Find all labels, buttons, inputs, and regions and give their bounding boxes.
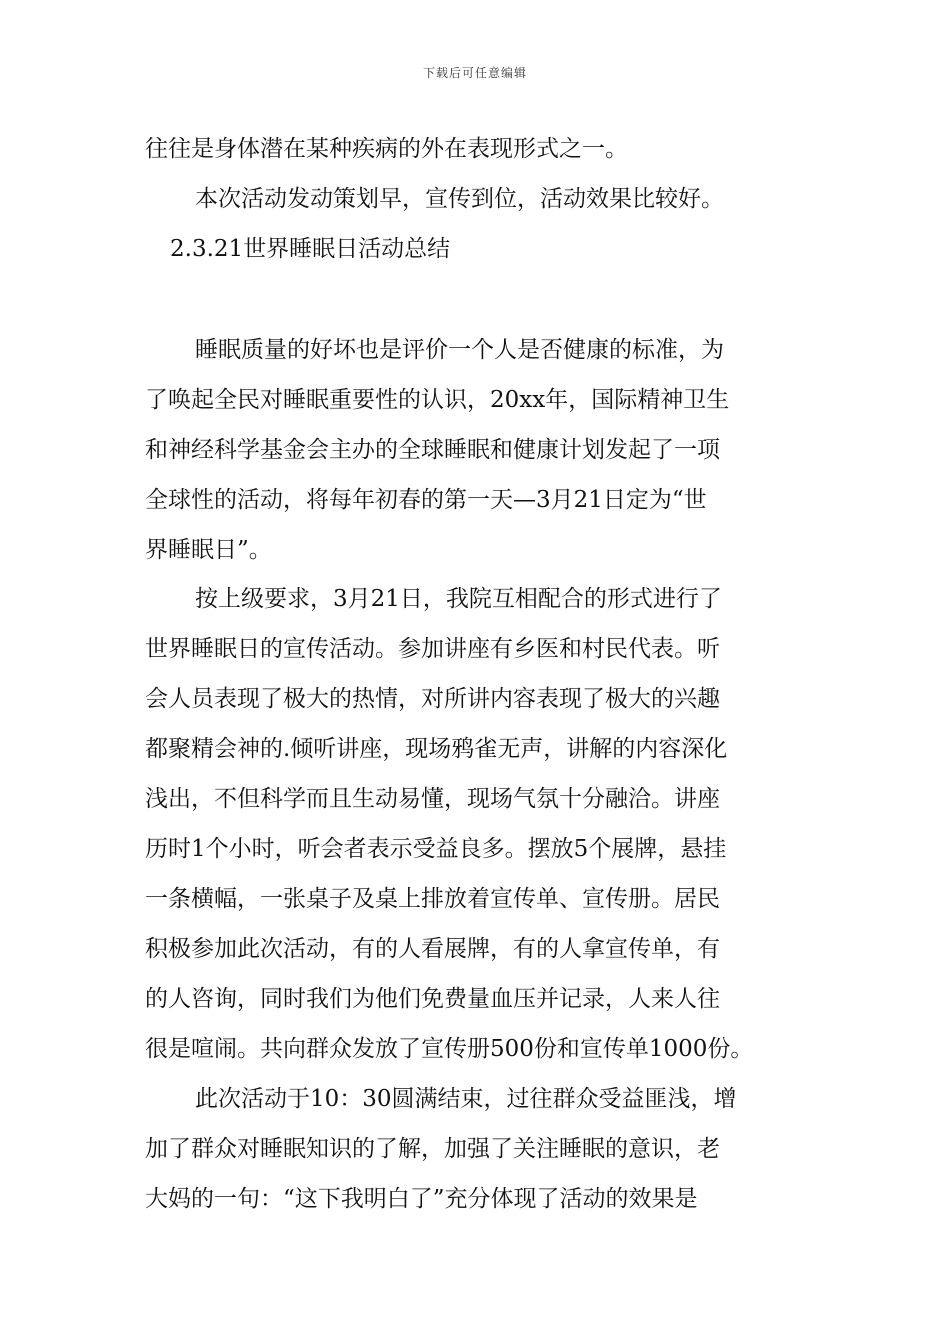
text-line: 往往是身体潜在某种疾病的外在表现形式之一。 [145, 136, 628, 162]
text-line: 大妈的一句：“这下我明白了”充分体现了活动的效果是 [145, 1186, 698, 1212]
text-line: 本次活动发动策划早，宣传到位，活动效果比较好。 [195, 186, 724, 212]
text-line: 积极参加此次活动，有的人看展牌，有的人拿宣传单，有 [145, 936, 720, 962]
text-line: 睡眠质量的好坏也是评价一个人是否健康的标准，为 [195, 337, 724, 363]
text-line: 的人咨询，同时我们为他们免费量血压并记录，人来人往 [145, 986, 720, 1012]
text-line: 全球性的活动，将每年初春的第一天—3月21日定为“世 [145, 487, 707, 513]
text-line: 一条横幅，一张桌子及桌上排放着宣传单、宣传册。居民 [145, 886, 720, 912]
text-line: 加了群众对睡眠知识的了解，加强了关注睡眠的意识，老 [145, 1136, 720, 1162]
text-line: 此次活动于10：30圆满结束，过往群众受益匪浅，增 [195, 1086, 737, 1112]
text-line: 浅出，不但科学而且生动易懂，现场气氛十分融洽。讲座 [145, 786, 720, 812]
text-line: 按上级要求，3月21日，我院互相配合的形式进行了 [195, 586, 722, 612]
text-line: 和神经科学基金会主办的全球睡眠和健康计划发起了一项 [145, 437, 720, 463]
section-heading: 2.3.21世界睡眠日活动总结 [170, 236, 451, 262]
text-line: 很是喧闹。共向群众发放了宣传册500份和宣传单1000份。 [145, 1036, 754, 1062]
text-line: 世界睡眠日的宣传活动。参加讲座有乡医和村民代表。听 [145, 636, 720, 662]
text-line: 都聚精会神的.倾听讲座，现场鸦雀无声，讲解的内容深化 [145, 736, 728, 762]
text-line: 会人员表现了极大的热情，对所讲内容表现了极大的兴趣 [145, 686, 720, 712]
text-line: 界睡眠日”。 [145, 537, 272, 563]
text-line: 历时1个小时，听会者表示受益良多。摆放5个展牌，悬挂 [145, 836, 727, 862]
page-header: 下载后可任意编辑 [422, 66, 527, 80]
text-line: 了唤起全民对睡眠重要性的认识，20xx年，国际精神卫生 [145, 387, 730, 413]
